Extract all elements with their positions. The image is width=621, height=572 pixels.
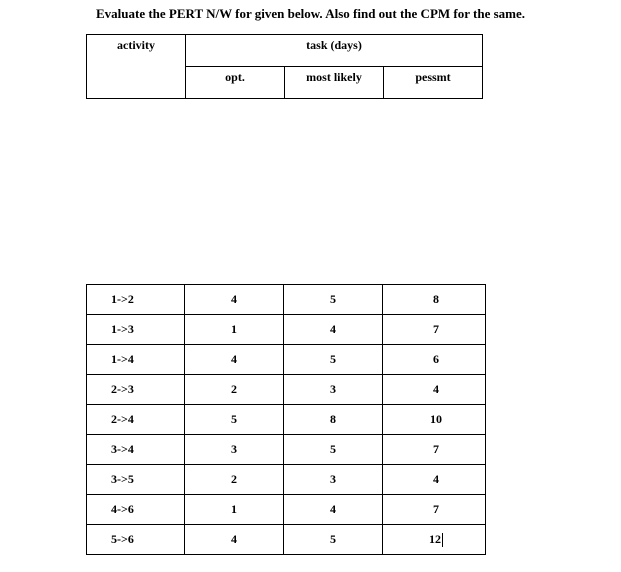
activity-table — [86, 284, 486, 555]
table-row — [87, 315, 486, 345]
opt-cell: 4 — [185, 525, 284, 555]
activity-cell: 4->6 — [87, 495, 185, 525]
opt-cell: 3 — [185, 435, 284, 465]
activity-cell: 1->3 — [87, 315, 185, 345]
opt-cell: 5 — [185, 405, 284, 435]
table-row — [87, 345, 486, 375]
most-likely-cell: 4 — [284, 315, 383, 345]
activity-cell: 5->6 — [87, 525, 185, 555]
most-likely-cell: 8 — [284, 405, 383, 435]
table-row — [87, 525, 486, 555]
opt-cell: 4 — [185, 345, 284, 375]
opt-cell: 2 — [185, 465, 284, 495]
activity-cell: 1->4 — [87, 345, 185, 375]
most-likely-cell: 5 — [284, 435, 383, 465]
most-likely-cell: 3 — [284, 375, 383, 405]
document-title: Evaluate the PERT N/W for given below. Also find out the CPM for the same. — [95, 6, 526, 21]
most-likely-cell: 5 — [284, 285, 383, 315]
table-row — [87, 285, 486, 315]
most-likely-cell: 4 — [284, 495, 383, 525]
activity-cell: 3->4 — [87, 435, 185, 465]
opt-cell: 1 — [185, 315, 284, 345]
pessimistic-cell: 4 — [383, 375, 486, 405]
activity-cell: 2->4 — [87, 405, 185, 435]
opt-cell: 2 — [185, 375, 284, 405]
activity-cell: 3->5 — [87, 465, 185, 495]
table-row — [87, 435, 486, 465]
most-likely-cell: 5 — [284, 345, 383, 375]
most-likely-cell: 3 — [284, 465, 383, 495]
table-row — [87, 495, 486, 525]
header-table — [86, 34, 483, 99]
activity-cell: 2->3 — [87, 375, 185, 405]
most-likely-header: most likely — [285, 67, 384, 99]
pessimistic-cell: 8 — [383, 285, 486, 315]
pessimistic-cell: 7 — [383, 495, 486, 525]
pessimistic-cell: 10 — [383, 405, 486, 435]
pessimistic-cell: 4 — [383, 465, 486, 495]
text-cursor — [442, 533, 443, 547]
table-row — [87, 375, 486, 405]
activity-header: activity — [87, 35, 186, 99]
activity-cell: 1->2 — [87, 285, 185, 315]
most-likely-cell: 5 — [284, 525, 383, 555]
pessimistic-cell: 12 — [383, 525, 486, 555]
table-row — [87, 405, 486, 435]
pessimistic-header: pessmt — [384, 67, 483, 99]
opt-header: opt. — [186, 67, 285, 99]
task-header: task (days) — [186, 35, 483, 67]
opt-cell: 1 — [185, 495, 284, 525]
pessimistic-cell: 7 — [383, 315, 486, 345]
pessimistic-cell: 6 — [383, 345, 486, 375]
table-row — [87, 465, 486, 495]
pessimistic-cell: 7 — [383, 435, 486, 465]
opt-cell: 4 — [185, 285, 284, 315]
